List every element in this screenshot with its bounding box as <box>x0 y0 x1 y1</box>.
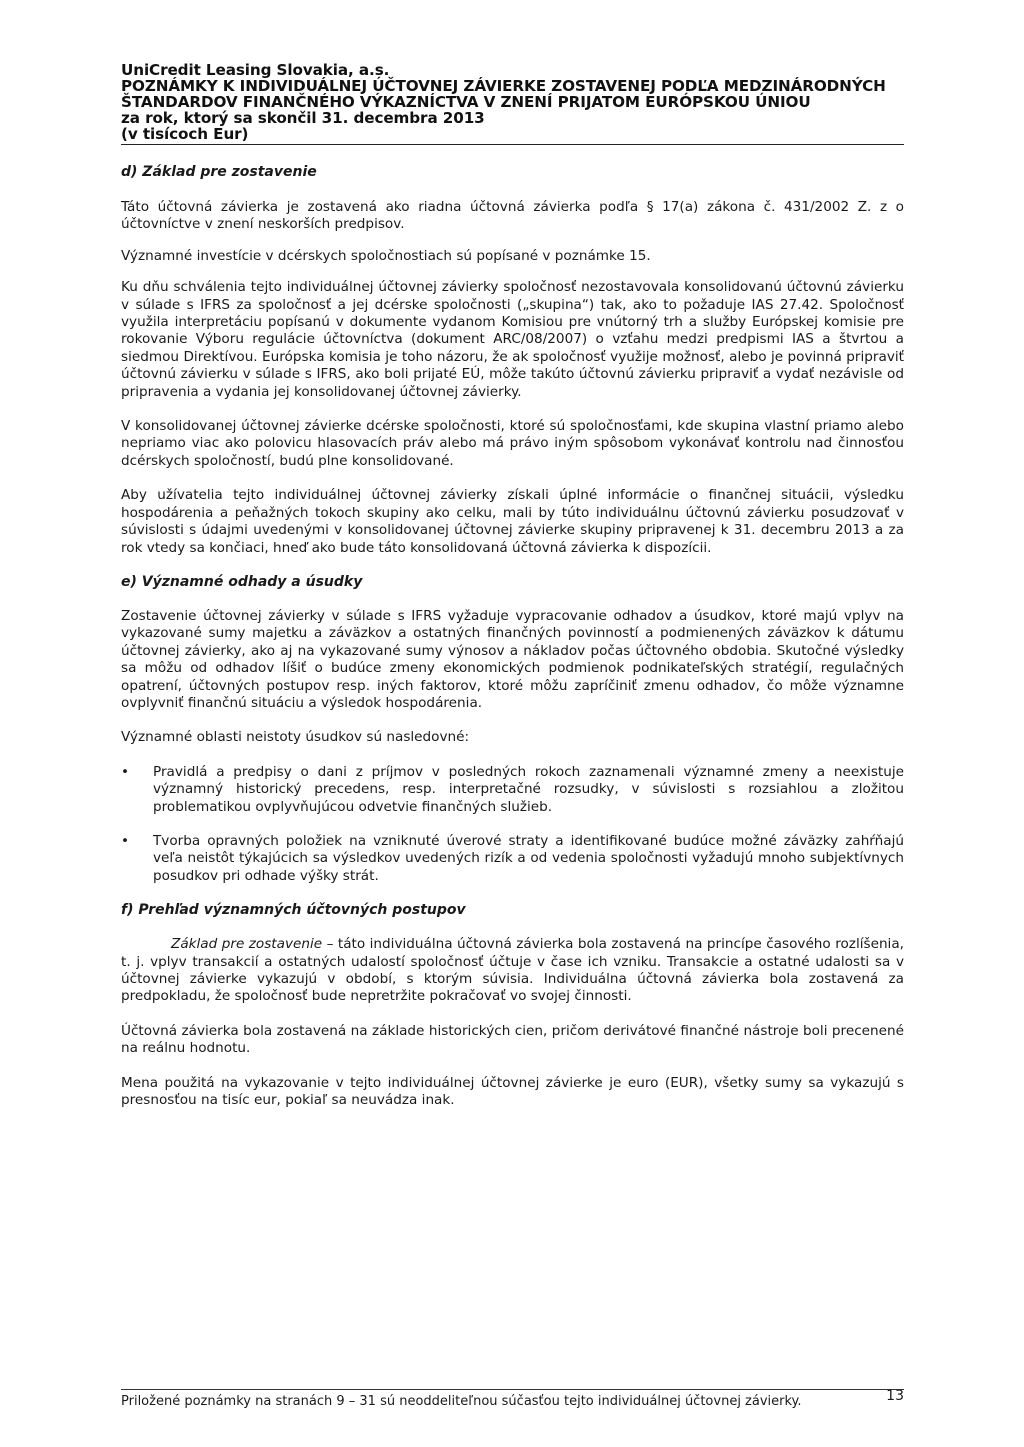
company-name: UniCredit Leasing Slovakia, a.s. <box>121 61 390 79</box>
page-footer <box>121 1388 904 1410</box>
section-f-heading: f) Prehľad významných účtovných postupov <box>121 902 466 919</box>
section-d-paragraph-2: Významné investície v dcérskych spoločnostiach sú popísané v poznámke 15. <box>121 247 651 264</box>
section-d-paragraph-4: V konsolidovanej účtovnej závierke dcérske spoločnosti, ktoré sú spoločnosťami, kde skupina vlastní priamo alebo nepriamo viac ako polovicu hlasovacích práv alebo má právo iným spôsobom vykonávať kontrolu nad činnosťou dcérskych spoločností, budú plne konsolidované. <box>121 418 904 469</box>
section-d-heading: d) Základ pre zostavenie <box>121 164 317 180</box>
basis-label: Základ pre zostavenie <box>171 936 323 953</box>
list-item <box>121 833 904 885</box>
document-page <box>121 62 904 1109</box>
section-d-paragraph-3: Ku dňu schválenia tejto individuálnej účtovnej závierky spoločnosť nezostavovala konsolidovanú účtovnú závierku v súlade s IFRS za spoločnosť a jej dcérske spoločnosti („skupina“) tak, ako to požaduje IAS 27.42. Spoločnosť využila interpretáciu popísanú v dokumente vydanom Komisiou pre vnútorný trh a služby Európskej komisie pre rokovanie Výboru regulácie účtovníctva (dokument ARC/08/2007) o vzťahu medzi predpismi IAS a štvrtou a siedmou Direktívou. Európska komisia je toho názoru, že ak spoločnosť využije možnosť, alebo je povinná pripraviť účtovnú závierku v súlade s IFRS, ako boli prijaté EÚ, môže takúto účtovnú závierku pripraviť a vydať nezávisle od pripravenia a vydania jej konsolidovanej účtovnej závierky. <box>121 279 904 400</box>
section-d-paragraph-1: Táto účtovná závierka je zostavená ako riadna účtovná závierka podľa § 17(a) zákona č. 431/2002 Z. z o účtovníctve v znení neskorších predpisov. <box>121 199 904 233</box>
basis-text: – táto individuálna účtovná závierka bola zostavená na princípe časového rozlíšenia, t. j. vplyv transakcií a ostatných udalostí spoločnosť účtuje v čase ich vzniku. Transakcie a ostatné udalosti sa v účtovnej závierke vykazujú v období, s ktorým súvisia. Individuálna účtovná závierka bola zostavená za predpokladu, že spoločnosť bude nepretržite pokračovať vo svojej činnosti. <box>121 936 904 1005</box>
bullet-icon: • <box>121 763 130 780</box>
header-title-line-2: ŠTANDARDOV FINANČNÉHO VÝKAZNÍCTVA V ZNENÍ PRIJATOM EURÓPSKOU ÚNIOU <box>121 93 811 111</box>
section-f-paragraph-1 <box>121 936 904 1006</box>
footer-divider <box>121 1389 904 1390</box>
page-header <box>121 62 904 145</box>
uncertainty-list <box>121 764 904 885</box>
section-e-paragraph-2: Významné oblasti neistoty úsudkov sú nasledovné: <box>121 729 470 746</box>
bullet-icon: • <box>121 832 130 849</box>
header-period: za rok, ktorý sa skončil 31. decembra 2013 <box>121 109 485 127</box>
header-currency-unit: (v tisícoch Eur) <box>121 125 249 143</box>
section-e-paragraph-1: Zostavenie účtovnej závierky v súlade s IFRS vyžaduje vypracovanie odhadov a úsudkov, ktoré majú vplyv na vykazované sumy majetku a záväzkov a ostatných finančných povinností a podmienených záväzkov k dátumu účtovnej závierky, ako aj na vykazované sumy výnosov a nákladov počas účtovného obdobia. Skutočné výsledky sa môžu od odhadov líšiť o budúce zmeny ekonomických podmienok podnikateľských stratégií, regulačných opatrení, účtovných postupov resp. iných faktorov, ktoré môžu zapríčiniť zmenu odhadov, čo môže významne ovplyvniť finančnú situáciu a výsledok hospodárenia. <box>121 607 904 711</box>
section-e-heading: e) Významné odhady a úsudky <box>121 573 363 590</box>
section-f-paragraph-2: Účtovná závierka bola zostavená na základe historických cien, pričom derivátové finančné nástroje boli precenené na reálnu hodnotu. <box>121 1022 904 1057</box>
header-title-line-1: POZNÁMKY K INDIVIDUÁLNEJ ÚČTOVNEJ ZÁVIERKE ZOSTAVENEJ PODĽA MEDZINÁRODNÝCH <box>121 77 886 95</box>
page-number: 13 <box>886 1388 904 1404</box>
section-f-paragraph-3: Mena použitá na vykazovanie v tejto individuálnej účtovnej závierke je euro (EUR), všetky sumy sa vykazujú s presnosťou na tisíc eur, pokiaľ sa neuvádza inak. <box>121 1074 904 1109</box>
list-item-text: Pravidlá a predpisy o dani z príjmov v posledných rokoch zaznamenali významné zmeny a neexistuje významný historický precedens, resp. interpretačné rozsudky, v súvislosti s rozsiahlou a zložitou problematikou ovplyvňujúcou odvetvie finančných služieb. <box>153 763 904 815</box>
footer-note: Priložené poznámky na stranách 9 – 31 sú neoddeliteľnou súčasťou tejto individuálnej účtovnej závierky. <box>121 1394 802 1409</box>
list-item-text: Tvorba opravných položiek na vzniknuté úverové straty a identifikované budúce možné záväzky zahŕňajú veľa neistôt týkajúcich sa výsledkov uvedených rizík a od vedenia spoločnosti vyžadujú mnoho subjektívnych posudkov pri odhade výšky strát. <box>153 832 904 884</box>
section-d-paragraph-5: Aby užívatelia tejto individuálnej účtovnej závierky získali úplné informácie o finančnej situácii, výsledku hospodárenia a peňažných tokoch skupiny ako celku, mali by túto individuálnu účtovnú závierku posudzovať v súvislosti s údajmi uvedenými v konsolidovanej účtovnej závierke skupiny pripravenej k 31. decembru 2013 a za rok vtedy sa končiaci, hneď ako bude táto konsolidovaná účtovná závierka k dispozícii. <box>121 487 904 556</box>
list-item <box>121 764 904 816</box>
